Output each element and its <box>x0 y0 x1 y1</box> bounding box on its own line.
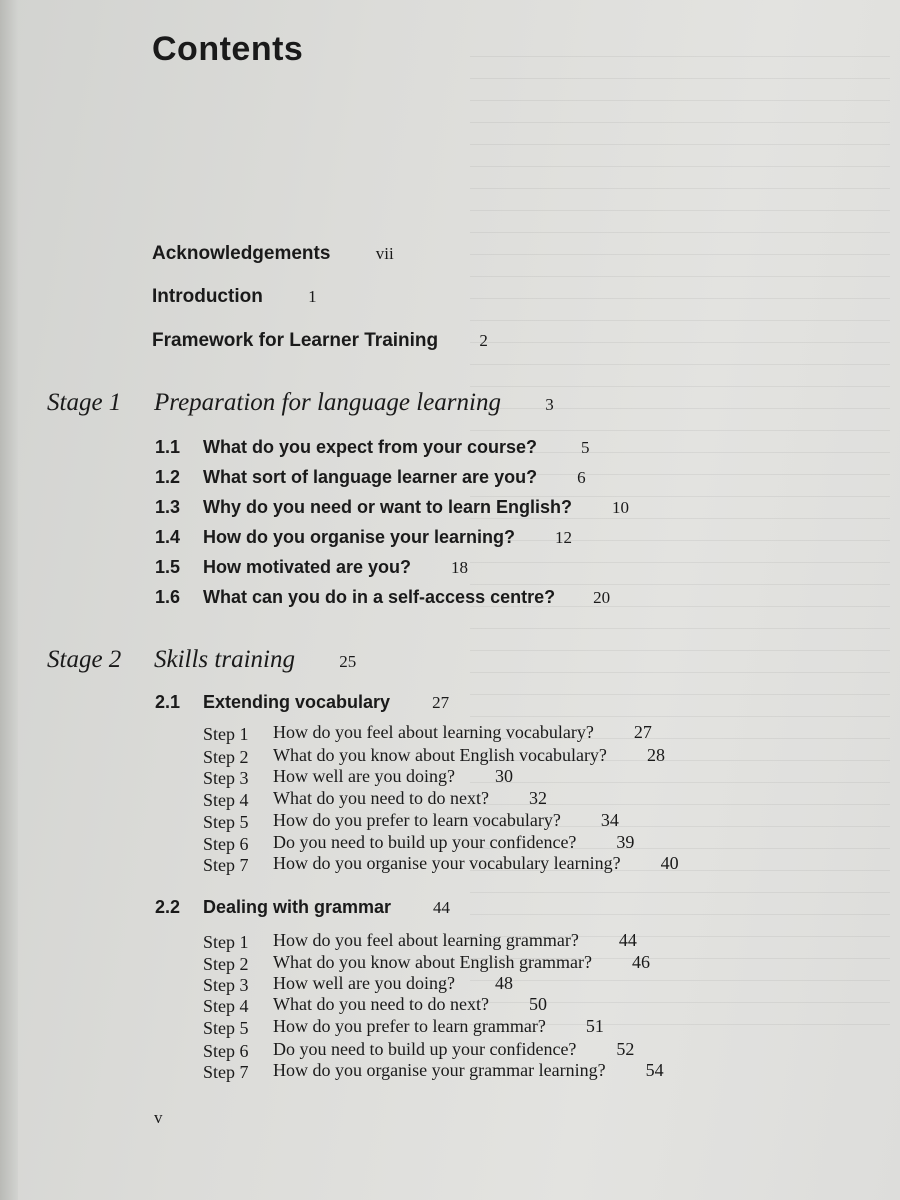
toc-entry-introduction <box>152 286 317 308</box>
stage-title: Skills training <box>154 646 295 673</box>
page-folio: v <box>154 1108 163 1127</box>
step-label: Step 5 <box>203 812 249 832</box>
section-page: 5 <box>581 438 590 457</box>
step-label: Step 2 <box>203 954 249 974</box>
step-entry <box>273 832 634 853</box>
step-entry <box>273 810 619 831</box>
stage-heading <box>154 389 554 417</box>
stage-heading <box>154 646 356 674</box>
step-page: 54 <box>645 1060 664 1080</box>
section-page: 27 <box>432 693 450 712</box>
step-label: Step 3 <box>203 975 249 995</box>
stage-label: Stage 2 <box>47 646 122 673</box>
section-number: 2.2 <box>155 897 181 917</box>
step-page: 30 <box>494 766 513 786</box>
step-page: 52 <box>616 1039 635 1059</box>
step-label: Step 4 <box>203 790 249 810</box>
section-entry <box>203 467 586 488</box>
step-title: What do you know about English vocabulary? <box>273 745 607 765</box>
section-title: How motivated are you? <box>203 557 412 577</box>
step-page: 28 <box>646 745 665 765</box>
section-title: Why do you need or want to learn English? <box>203 497 573 517</box>
stage-page: 3 <box>545 395 554 414</box>
entry-title: Framework for Learner Training <box>152 330 439 351</box>
section-entry <box>203 527 572 548</box>
step-entry <box>273 745 665 766</box>
step-page: 40 <box>660 853 679 873</box>
step-title: What do you need to do next? <box>273 994 489 1014</box>
step-page: 51 <box>585 1016 604 1036</box>
step-entry <box>273 853 679 874</box>
step-page: 32 <box>528 788 547 808</box>
stage-page: 25 <box>339 652 357 671</box>
step-page: 39 <box>616 832 635 852</box>
step-label: Step 7 <box>203 855 249 875</box>
step-title: Do you need to build up your confidence? <box>273 1039 577 1059</box>
section-entry <box>203 692 449 713</box>
section-number: 1.4 <box>155 527 181 547</box>
step-entry <box>273 994 547 1015</box>
step-entry <box>273 766 513 787</box>
section-title: What can you do in a self-access centre? <box>203 587 556 607</box>
section-entry <box>203 587 610 608</box>
section-number: 1.5 <box>155 557 181 577</box>
step-page: 27 <box>633 722 652 742</box>
step-label: Step 6 <box>203 834 249 854</box>
step-label: Step 6 <box>203 1041 249 1061</box>
step-title: How do you feel about learning grammar? <box>273 930 579 950</box>
entry-page: 1 <box>308 287 317 306</box>
section-title: What sort of language learner are you? <box>203 467 538 487</box>
entry-title: Acknowledgements <box>152 243 331 264</box>
entry-page: vii <box>375 244 394 263</box>
step-entry <box>273 1016 604 1037</box>
step-title: Do you need to build up your confidence? <box>273 832 577 852</box>
section-page: 44 <box>433 898 451 917</box>
step-page: 46 <box>631 952 650 972</box>
section-entry <box>203 897 450 918</box>
step-title: How do you prefer to learn vocabulary? <box>273 810 561 830</box>
toc-entry-acknowledgements <box>152 243 394 265</box>
step-title: How do you prefer to learn grammar? <box>273 1016 546 1036</box>
step-entry <box>273 722 652 743</box>
section-title: Extending vocabulary <box>203 692 391 712</box>
page-title: Contents <box>152 30 304 68</box>
step-label: Step 5 <box>203 1018 249 1038</box>
section-title: How do you organise your learning? <box>203 527 516 547</box>
section-page: 20 <box>593 588 611 607</box>
section-page: 18 <box>451 558 469 577</box>
section-number: 1.6 <box>155 587 181 607</box>
step-title: How well are you doing? <box>273 766 455 786</box>
section-title: Dealing with grammar <box>203 897 392 917</box>
step-page: 34 <box>600 810 619 830</box>
step-label: Step 1 <box>203 724 249 744</box>
step-page: 44 <box>618 930 637 950</box>
step-title: How do you feel about learning vocabulary? <box>273 722 594 742</box>
toc-entry-framework <box>152 330 488 352</box>
section-number: 1.2 <box>155 467 181 487</box>
section-title: What do you expect from your course? <box>203 437 538 457</box>
section-entry <box>203 437 590 458</box>
step-title: How well are you doing? <box>273 973 455 993</box>
step-entry <box>273 973 513 994</box>
step-label: Step 3 <box>203 768 249 788</box>
step-title: What do you know about English grammar? <box>273 952 592 972</box>
stage-title: Preparation for language learning <box>154 389 501 416</box>
step-entry <box>273 788 547 809</box>
step-entry <box>273 930 637 951</box>
step-label: Step 7 <box>203 1062 249 1082</box>
step-label: Step 2 <box>203 747 249 767</box>
section-page: 10 <box>612 498 630 517</box>
section-entry <box>203 497 629 518</box>
section-number: 1.1 <box>155 437 181 457</box>
stage-label: Stage 1 <box>47 389 122 416</box>
step-entry <box>273 1039 634 1060</box>
section-number: 1.3 <box>155 497 181 517</box>
section-page: 12 <box>555 528 573 547</box>
entry-page: 2 <box>479 331 488 350</box>
step-title: How do you organise your grammar learning? <box>273 1060 606 1080</box>
step-title: What do you need to do next? <box>273 788 489 808</box>
step-title: How do you organise your vocabulary learning? <box>273 853 621 873</box>
entry-title: Introduction <box>152 286 263 307</box>
section-number: 2.1 <box>155 692 181 712</box>
page-edge-shadow <box>0 0 18 1200</box>
step-page: 48 <box>494 973 513 993</box>
section-entry <box>203 557 468 578</box>
step-entry <box>273 952 650 973</box>
step-label: Step 1 <box>203 932 249 952</box>
step-page: 50 <box>528 994 547 1014</box>
step-label: Step 4 <box>203 996 249 1016</box>
section-page: 6 <box>577 468 586 487</box>
step-entry <box>273 1060 664 1081</box>
